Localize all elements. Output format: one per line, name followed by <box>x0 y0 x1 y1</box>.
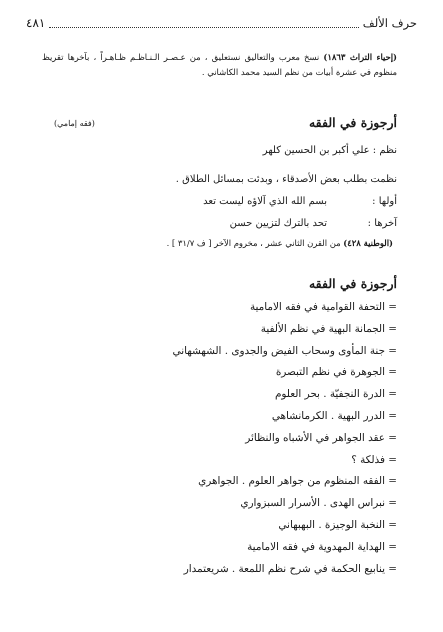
explicit-label: آخرها : <box>367 218 397 229</box>
list-item: = الدرة النجفيّة . بحر العلوم <box>275 388 397 401</box>
source-library: (الوطنية ٤٢٨) <box>343 238 393 248</box>
running-title: حرف الألف <box>362 16 417 30</box>
note-reference: (إحياء التراث ١٨٦٣) <box>323 52 397 62</box>
entry-title-2: أرجوزة في الفقه <box>308 276 397 291</box>
incipit-label: أولها : <box>372 196 397 207</box>
list-item: = التحفة القوامية في فقه الامامية <box>249 301 397 313</box>
list-item: = ينابيع الحكمة في شرح نظم اللمعة . شريعتمدار <box>183 562 397 575</box>
list-item: = الجمانة البهية في نظم الألفية <box>260 322 397 335</box>
continuation-note <box>42 50 397 80</box>
subject-badge: (فقه إمامي) <box>54 119 95 128</box>
author-line: نظم : علي أكبر بن الحسين كلهر <box>262 145 397 156</box>
note-text: نسخ معرب والتعاليق نستعليق ، من عـصـر الـنـاظـم ظـاهـراً ، بآخرها تقريظ منظوم في عشرة أبيات من نظم السيد محمد الكاشاني . <box>42 52 397 77</box>
list-item: = فذلكة ؟ <box>351 453 397 466</box>
list-item: = نبراس الهدى . الأسرار السبزواري <box>240 497 397 510</box>
list-item: = الدرر البهية . الكرمانشاهي <box>271 409 397 422</box>
entry-title: أرجوزة في الفقه <box>308 115 397 130</box>
page-header <box>26 14 417 32</box>
page-number: ٤٨١ <box>26 16 46 30</box>
header-dotted-leader <box>49 18 358 28</box>
list-item: = الجوهرة في نظم التبصرة <box>275 366 397 379</box>
explicit-verse: تحد بالترك لتزيين حسن <box>229 218 327 229</box>
list-item: = النخبة الوجيزة . البهبهاني <box>278 518 397 531</box>
manuscript-source <box>167 238 393 248</box>
entry-description: نظمت بطلب بعض الأصدقاء ، وبدئت بمسائل الطلاق . <box>175 174 397 185</box>
list-item: = الفقه المنظوم من جواهر العلوم . الجواهري <box>198 475 397 488</box>
cross-reference-list <box>77 297 397 580</box>
incipit-verse: بسم الله الذي آلاؤه ليست تعد <box>203 196 327 207</box>
list-item: = الهداية المهدوية في فقه الامامية <box>247 540 397 553</box>
list-item: = عقد الجواهر في الأشباه والنظائر <box>245 431 397 444</box>
list-item: = جنة المأوى وسحاب الفيض والجدوى . الشهشهاني <box>172 344 397 357</box>
source-details: من القرن الثاني عشر ، مخروم الآخر [ ف ٣١/٧ ] . <box>166 238 344 248</box>
